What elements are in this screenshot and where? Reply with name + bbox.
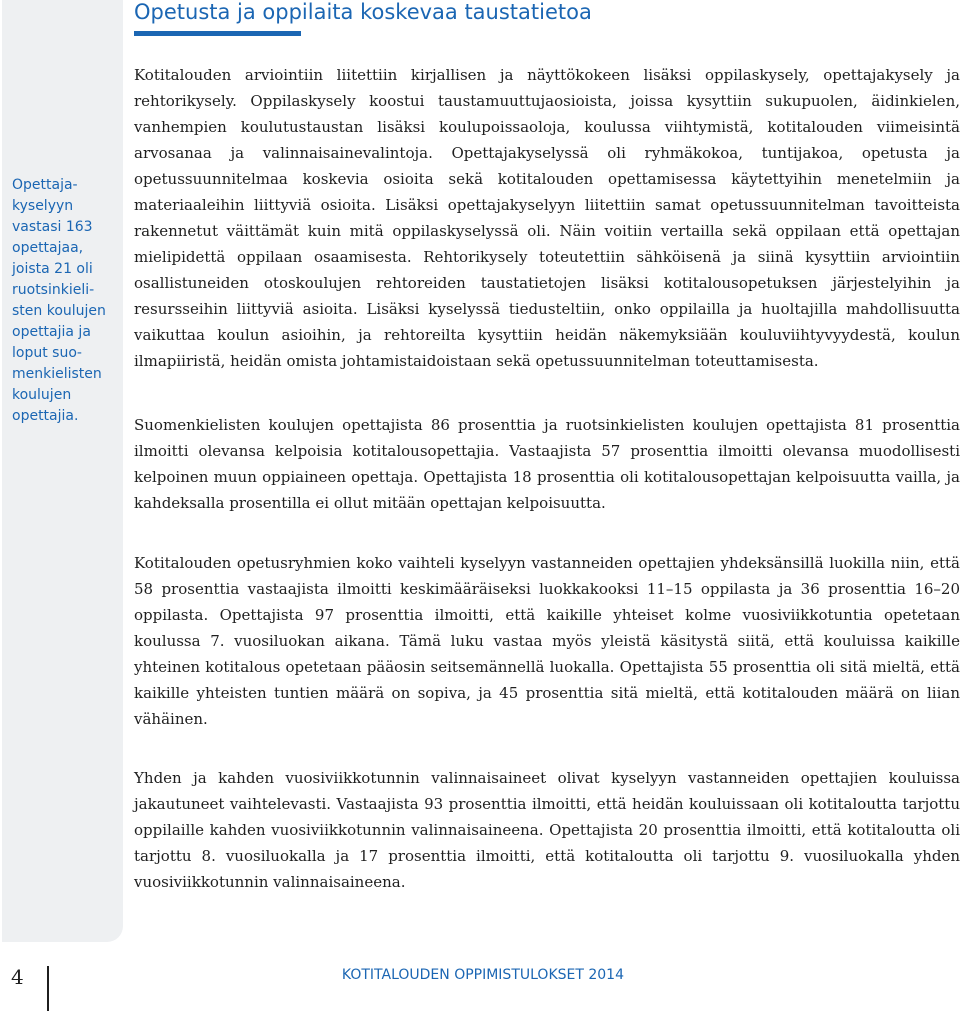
sidebar-panel	[2, 0, 123, 942]
footer-divider	[47, 966, 49, 1011]
sidebar-note: Opettajakyselyyn vastasi 163 opettajaa, joista 21 oli ruotsinkielisten koulujen opettajia ja loput suomenkielisten koulujen opettajia.	[12, 177, 106, 424]
title-underline	[134, 31, 301, 36]
body-paragraph: Suomenkielisten koulujen opettajista 86 prosenttia ja ruotsinkielisten koulujen opettajista 81 prosenttia ilmoitti olevansa kelpoisia kotitalousopettajia. Vastaajista 57 prosenttia ilmoitti olevansa muodollisesti kelpoinen muun oppiaineen opettaja. Opettajista 18 prosenttia oli kotitalousopettajan kelpoisuutta vailla, ja kahdeksalla prosentilla ei ollut mitään opettajan kelpoisuutta.	[134, 416, 960, 512]
section-title: Opetusta ja oppilaita koskevaa taustatietoa	[134, 0, 592, 24]
body-paragraph: Kotitalouden opetusryhmien koko vaihteli kyselyyn vastanneiden opettajien yhdeksänsillä luokilla niin, että 58 prosenttia vastaajista ilmoitti keskimääräiseksi luokkakooksi 11–15 oppilasta ja 36 prosenttia 16–20 oppilasta. Opettajista 97 prosenttia ilmoitti, että kaikille yhteiset kolme vuosiviikkotuntia opetetaan koulussa 7. vuosiluokan aikana. Tämä luku vastaa myös yleistä käsitystä siitä, että kouluissa kaikille yhteinen kotitalous opetetaan pääosin seitsemännellä luokalla. Opettajista 55 prosenttia oli sitä mieltä, että kaikille yhteisten tuntien määrä on sopiva, ja 45 prosenttia sitä mieltä, että kotitalouden määrä on liian vähäinen.	[134, 554, 960, 728]
publication-title: KOTITALOUDEN OPPIMISTULOKSET 2014	[341, 967, 624, 983]
body-paragraph: Kotitalouden arviointiin liitettiin kirjallisen ja näyttökokeen lisäksi oppilaskysely, opettajakysely ja rehtorikysely. Oppilaskysely koostui taustamuuttujaosioista, joissa kysyttiin sukupuolen, äidinkielen, vanhempien koulutustaustan lisäksi koulupoissaoloja, koulussa viihtymistä, kotitalouden viimeisintä arvosanaa ja valinnaisainevalintoja. Opettajakyselyssä oli ryhmäkokoa, tuntijakoa, opetusta ja opetussuunnitelmaa koskevia osioita sekä kotitalouden opettamisessa käytettyihin menetelmiin ja materiaaleihin liittyviä osioita. Lisäksi opettajakyselyyn liitettiin samat opetussuunnitelman tavoitteista rakennetut väittämät kuin mitä oppilaskyselyssä oli. Näin voitiin vertailla sekä oppilaan että opettajan mielipidettä oppilaan osaamisesta. Rehtorikysely toteutettiin sähköisenä ja siinä kysyttiin arviointiin osallistuneiden otoskoulujen rehtoreiden taustatietojen lisäksi kotitalousopetuksen järjestelyihin ja resursseihin liittyviä asioita. Lisäksi kyselyssä tiedusteltiin, onko oppilailla ja huoltajilla mahdollisuutta vaikuttaa koulun asioihin, ja rehtoreilta kysyttiin heidän näkemyksiään kouluviihtyvyydestä, koulun ilmapiiristä, heidän omista johtamistaidoistaan sekä opetussuunnitelman toteuttamisesta.	[134, 66, 960, 370]
page-number: 4	[11, 965, 24, 989]
body-paragraph: Yhden ja kahden vuosiviikkotunnin valinnaisaineet olivat kyselyyn vastanneiden opettajien kouluissa jakautuneet vaihtelevasti. Vastaajista 93 prosenttia ilmoitti, että heidän kouluissaan oli kotitaloutta tarjottu oppilaille kahden vuosiviikkotunnin valinnaisaineena. Opettajista 20 prosenttia ilmoitti, että kotitaloutta oli tarjottu 8. vuosiluokalla ja 17 prosenttia ilmoitti, että kotitaloutta oli tarjottu 9. vuosiluokalla yhden vuosiviikkotunnin valinnaisaineena.	[134, 769, 960, 891]
